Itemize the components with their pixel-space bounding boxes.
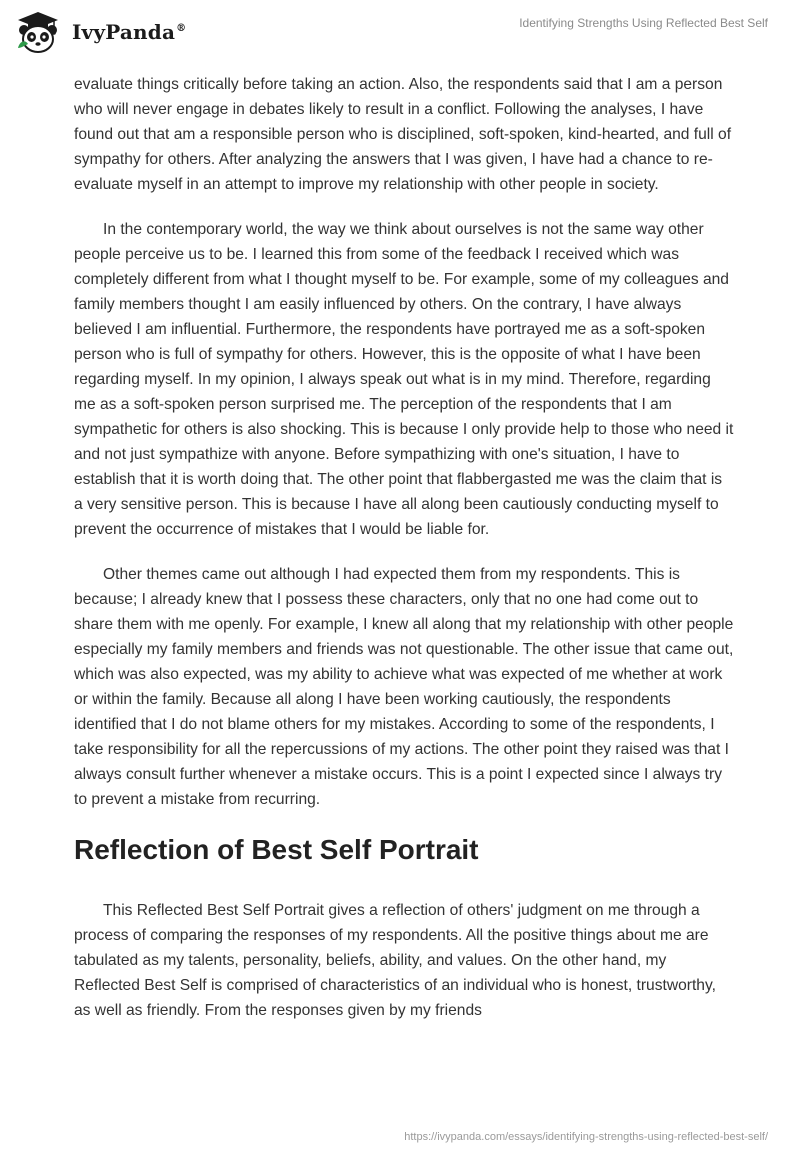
source-url[interactable]: https://ivypanda.com/essays/identifying-strengths-using-reflected-best-self/ (404, 1131, 768, 1143)
essay-paragraph: This Reflected Best Self Portrait gives a reflection of others' judgment on me through a process of comparing the responses of my respondents. All the positive things about me are tabulated as my talents, personality, beliefs, ability, and values. On the other hand, my Reflected Best Self is comprised of characteristics of an individual who is honest, trustworthy, as well as friendly. From the responses given by my friends (74, 902, 716, 1019)
essay-paragraph: Other themes came out although I had expected them from my respondents. This is because; I already knew that I possess these characters, only that no one had come out to share them with me openly. For example, I knew all along that my relationship with other people especially my family members and friends was not questionable. The other issue that came out, which was also expected, was my ability to achieve what was expected of me whether at work or within the family. Because all along I have been working cautiously, the respondents identified that I do not blame others for my mistakes. According to some of the respondents, I take responsibility for all the repercussions of my actions. The other point they raised was that I always consult further whenever a mistake occurs. This is a point I expected since I always try to prevent a mistake from recurring. (74, 566, 734, 808)
essay-paragraph: In the contemporary world, the way we think about ourselves is not the same way other people perceive us to be. I learned this from some of the feedback I received which was completely different from what I thought myself to be. For example, some of my colleagues and family members thought I am easily influenced by others. On the contrary, I have always believed I am influential. Furthermore, the respondents have portrayed me as a soft-spoken person who is full of sympathy for others. However, this is the opposite of what I have been regarding myself. In my opinion, I always speak out what is in my mind. Therefore, regarding me as a soft-spoken person surprised me. The perception of the respondents that I am sympathetic for others is also shocking. This is because I only provide help to those who need it and not just sympathize with anyone. Before sympathizing with one's situation, I have to establish that it is worth doing that. The other point that flabbergasted me was the claim that is a very sensitive person. This is because I have all along been cautiously conducting myself to prevent the occurrence of mistakes that I would be liable for. (74, 221, 734, 538)
section-heading: Reflection of Best Self Portrait (74, 834, 479, 865)
brand-name: IvyPanda® (72, 20, 187, 44)
essay-paragraph: evaluate things critically before taking an action. Also, the respondents said that I am a person who will never engage in debates likely to result in a conflict. Following the analyses, I have found out that am a responsible person who is disciplined, soft-spoken, kind-hearted, and full of sympathy for others. After analyzing the answers that I was given, I have had a chance to re-evaluate myself in an attempt to improve my relationship with other people in society. (74, 76, 732, 193)
essay-content (74, 72, 734, 1043)
registered-mark: ® (176, 23, 187, 35)
document-title: Identifying Strengths Using Reflected Best Self (519, 16, 768, 30)
panda-graduate-icon (14, 10, 62, 54)
page-header (0, 0, 800, 70)
ivypanda-logo[interactable] (14, 10, 186, 54)
